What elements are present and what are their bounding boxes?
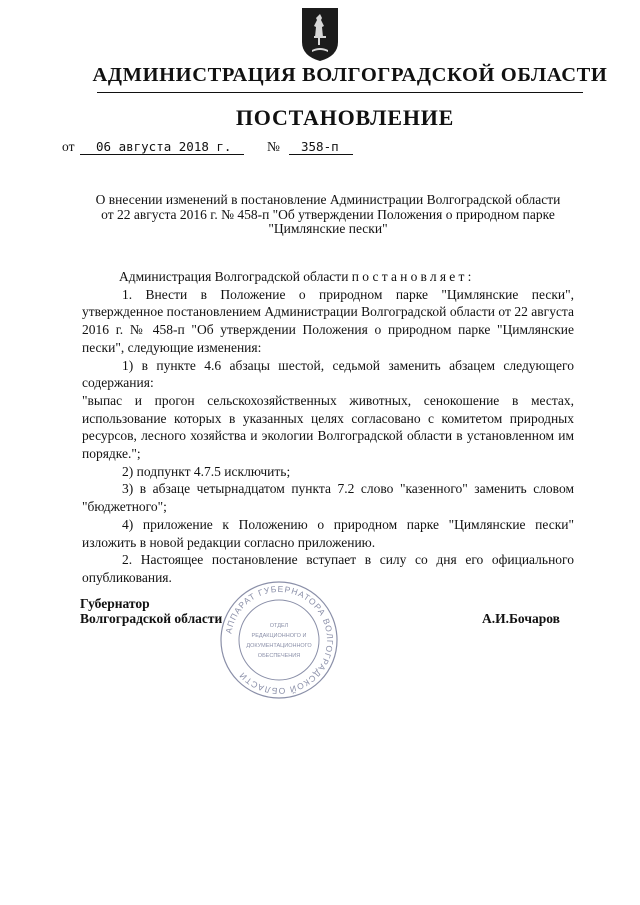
document-type: ПОСТАНОВЛЕНИЕ xyxy=(235,105,455,130)
official-stamp xyxy=(218,579,340,701)
stamp-center-line: РЕДАКЦИОННОГО И xyxy=(251,633,307,639)
paragraph-1-item-2: 2) подпункт 4.7.5 исключить; xyxy=(122,463,291,479)
title-divider xyxy=(97,92,583,93)
subject-line: "Цимлянские пески" xyxy=(268,221,388,236)
intro-paragraph xyxy=(82,268,574,286)
paragraph-1-item-1: 1) в пункте 4.6 абзацы шестой, седьмой заменить абзацем следующего содержания: xyxy=(82,357,574,391)
stamp-outer-ring xyxy=(221,582,337,698)
stamp-center-line: ОТДЕЛ xyxy=(269,623,289,629)
number-field: 358-п xyxy=(289,139,353,155)
position-line: Волгоградской области xyxy=(80,611,223,626)
stamp-center-line: ОБЕСПЕЧЕНИЯ xyxy=(257,653,301,659)
signatory-position xyxy=(80,596,222,626)
stamp-inner-ring xyxy=(239,600,319,680)
paragraph-1-item-3: 3) в абзаце четырнадцатом пункта 7.2 слово "казенного" заменить словом "бюджетного"; xyxy=(82,481,574,515)
signatory-name: А.И.Бочаров xyxy=(482,611,560,626)
stamp-center-line: ДОКУМЕНТАЦИОННОГО xyxy=(246,643,312,649)
stamp-ring-text: АППАРАТ ГУБЕРНАТОРА ВОЛГОГРАДСКОЙ ОБЛАСТИ xyxy=(223,583,336,697)
paragraph-1-item-4: 4) приложение к Положению о природном парке "Цимлянские пески" изложить в новой редакции согласно приложению. xyxy=(82,516,574,550)
date-label: от xyxy=(62,139,75,154)
paragraph-1: 1. Внести в Положение о природном парке "Цимлянские пески", утвержденное постановлением Администрации Волгоградской области от 22 августа 2016 г. № 458-п "Об утверждении Положения о природном парке "Цимлянские пески", следующие изменения: xyxy=(82,286,574,355)
coat-of-arms-icon xyxy=(300,6,340,62)
quoted-text: "выпас и прогон сельскохозяйственных животных, сенокошение в местах, использование которых в указанных целях согласовано с комитетом природных ресурсов, лесного хозяйства и экологии Волгоградской области в установленном им порядке."; xyxy=(82,392,574,462)
intro-prefix: Администрация Волгоградской области xyxy=(119,269,349,284)
intro-decree-word: постановляет: xyxy=(351,269,475,284)
organization-title: АДМИНИСТРАЦИЯ ВОЛГОГРАДСКОЙ ОБЛАСТИ xyxy=(92,64,608,86)
number-label: № xyxy=(267,139,280,154)
position-line: Губернатор xyxy=(80,596,150,611)
date-field: 06 августа 2018 г. xyxy=(80,139,244,155)
subject-line: от 22 августа 2016 г. № 458-п "Об утверждении Положения о природном парке xyxy=(101,206,555,222)
paragraph-2: 2. Настоящее постановление вступает в силу со дня его официального опубликования. xyxy=(82,552,574,585)
document-subject xyxy=(68,193,588,237)
subject-line: О внесении изменений в постановление Администрации Волгоградской области xyxy=(95,192,561,207)
document-body xyxy=(82,268,574,587)
